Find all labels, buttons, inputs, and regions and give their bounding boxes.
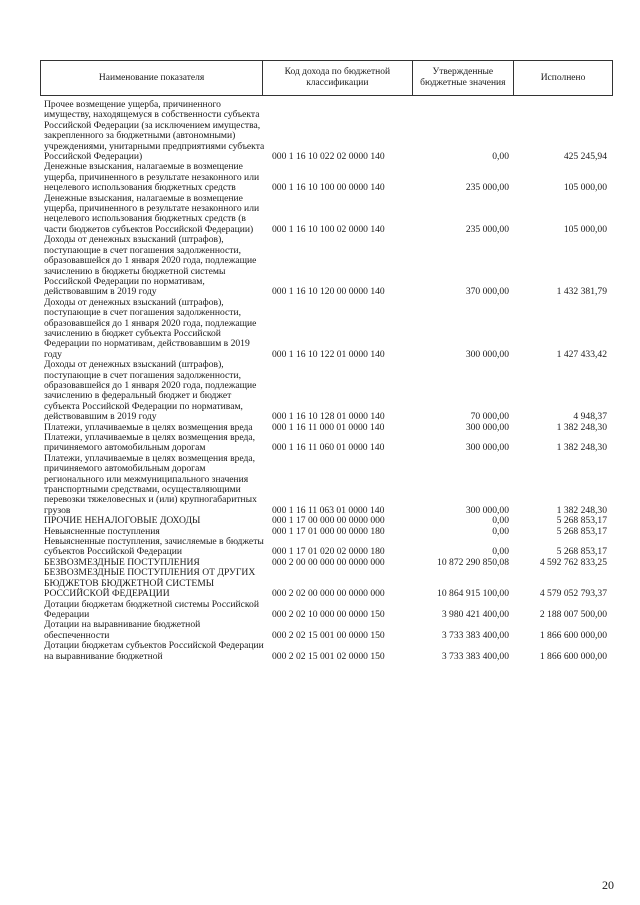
row-name: Платежи, уплачиваемые в целях возмещения вреда, причиняемого автомобильным дорогам: [44, 432, 256, 454]
row-done: 425 245,94: [563, 151, 607, 163]
row-plan: 0,00: [492, 515, 509, 527]
row-plan: 0,00: [492, 525, 509, 537]
row-plan: 70 000,00: [470, 411, 509, 423]
row-plan: 300 000,00: [465, 348, 509, 360]
row-plan: 370 000,00: [465, 286, 509, 298]
row-plan: 3 733 383 400,00: [441, 650, 509, 662]
row-name: Доходы от денежных взысканий (штрафов), поступающие в счет погашения задолженности, образовавшейся до 1 января 2020 года, подлежащие зачислению в бюджеты бюджетной системы Российской Федерации по нормативам, действовавшим в 2019 году: [44, 234, 257, 298]
row-name: БЕЗВОЗМЕЗДНЫЕ ПОСТУПЛЕНИЯ ОТ ДРУГИХ БЮДЖЕТОВ БЮДЖЕТНОЙ СИСТЕМЫ РОССИЙСКОЙ ФЕДЕРАЦИИ: [44, 567, 256, 600]
header-name: Наименование показателя: [41, 61, 263, 96]
row-code: 000 1 16 10 122 01 0000 140: [272, 348, 385, 360]
row-done: 1 432 381,79: [556, 286, 607, 298]
row-name: ПРОЧИЕ НЕНАЛОГОВЫЕ ДОХОДЫ: [44, 515, 201, 527]
row-name: Денежные взыскания, налагаемые в возмещение ущерба, причиненного в результате незаконного или нецелевого использования бюджетных средств: [44, 161, 260, 194]
row-name: Невыясненные поступления, зачисляемые в бюджеты субъектов Российской Федерации: [44, 536, 264, 558]
row-name: Дотации бюджетам субъектов Российской Федерации на выравнивание бюджетной: [44, 640, 264, 662]
row-code: 000 1 16 11 000 01 0000 140: [272, 421, 385, 433]
table-header: [40, 60, 613, 96]
table-row: [40, 568, 613, 599]
row-code: 000 2 02 00 000 00 0000 000: [272, 588, 385, 600]
table-row: [40, 360, 613, 422]
table-row: [40, 454, 613, 516]
row-code: 000 2 00 00 000 00 0000 000: [272, 556, 385, 568]
header-code: Код дохода по бюджетной классификации: [263, 61, 412, 96]
table-row: [40, 162, 613, 193]
row-done: 1 382 248,30: [556, 421, 607, 433]
row-code: 000 1 17 00 000 00 0000 000: [272, 515, 385, 527]
row-done: 1 866 600 000,00: [539, 629, 607, 641]
row-plan: 0,00: [492, 151, 509, 163]
header-plan: Утвержденные бюджетные значения: [412, 61, 514, 96]
row-code: 000 1 17 01 020 02 0000 180: [272, 546, 385, 558]
row-done: 5 268 853,17: [556, 525, 607, 537]
row-plan: 235 000,00: [465, 223, 509, 235]
table-row: [40, 194, 613, 236]
row-done: 105 000,00: [563, 223, 607, 235]
row-code: 000 1 16 10 128 01 0000 140: [272, 411, 385, 423]
row-done: 1 382 248,30: [556, 442, 607, 454]
row-done: 4 948,37: [573, 411, 607, 423]
row-name: Прочее возмещение ущерба, причиненного имуществу, находящемуся в собственности субъекта Российской Федерации (за исключением имущества, закрепленного за бюджетными (автономными) учреждениями, унитарными предприятиями субъекта Российской Федерации): [44, 99, 265, 163]
row-done: 1 427 433,42: [556, 348, 607, 360]
table-row: [40, 298, 613, 360]
row-code: 000 2 02 15 001 00 0000 150: [272, 629, 385, 641]
table-body: [40, 100, 613, 662]
row-plan: 0,00: [492, 546, 509, 558]
row-done: 2 188 007 500,00: [539, 608, 607, 620]
row-code: 000 2 02 10 000 00 0000 150: [272, 608, 385, 620]
row-name: БЕЗВОЗМЕЗДНЫЕ ПОСТУПЛЕНИЯ: [44, 556, 200, 568]
row-name: Доходы от денежных взысканий (штрафов), поступающие в счет погашения задолженности, образовавшейся до 1 января 2020 года, подлежащие зачислению в бюджет субъекта Российской Федерации по нормативам, действовавшим в 2019 году: [44, 296, 257, 360]
row-code: 000 2 02 15 001 02 0000 150: [272, 650, 385, 662]
row-name: Платежи, уплачиваемые в целях возмещения вреда: [44, 421, 253, 433]
row-code: 000 1 16 11 063 01 0000 140: [272, 504, 385, 516]
row-plan: 300 000,00: [465, 421, 509, 433]
table-row: [40, 537, 613, 558]
row-plan: 3 980 421 400,00: [441, 608, 509, 620]
row-code: 000 1 16 10 100 02 0000 140: [272, 223, 385, 235]
table-row: [40, 620, 613, 641]
row-done: 4 579 052 793,37: [539, 588, 607, 600]
row-code: 000 1 16 10 120 00 0000 140: [272, 286, 385, 298]
row-done: 4 592 762 833,25: [539, 556, 607, 568]
row-name: Платежи, уплачиваемые в целях возмещения вреда, причиняемого автомобильным дорогам регионального или межмуниципального значения транспортными средствами, осуществляющими перевозки тяжеловесных и (или) крупногабаритных грузов: [44, 452, 257, 516]
row-done: 1 382 248,30: [556, 504, 607, 516]
row-plan: 3 733 383 400,00: [441, 629, 509, 641]
table-row: [40, 641, 613, 662]
table-row: [40, 600, 613, 621]
header-done: Исполнено: [514, 61, 613, 96]
row-code: 000 1 16 10 022 02 0000 140: [272, 151, 385, 163]
row-code: 000 1 16 10 100 00 0000 140: [272, 182, 385, 194]
row-plan: 10 864 915 100,00: [437, 588, 509, 600]
row-done: 105 000,00: [563, 182, 607, 194]
page-number: 20: [602, 878, 614, 892]
row-name: Доходы от денежных взысканий (штрафов), поступающие в счет погашения задолженности, образовавшейся до 1 января 2020 года, подлежащие зачислению в федеральный бюджет и бюджет субъекта Российской Федерации по нормативам, действовавшим в 2019 году: [44, 359, 257, 423]
table-row: [40, 433, 613, 454]
row-code: 000 1 17 01 000 00 0000 180: [272, 525, 385, 537]
row-plan: 235 000,00: [465, 182, 509, 194]
row-name: Денежные взыскания, налагаемые в возмещение ущерба, причиненного в результате незаконного или нецелевого использования бюджетных средств (в части бюджетов субъектов Российской Федерации): [44, 192, 260, 235]
row-plan: 300 000,00: [465, 442, 509, 454]
row-done: 5 268 853,17: [556, 515, 607, 527]
row-plan: 10 872 290 850,08: [437, 556, 509, 568]
table-row: [40, 100, 613, 162]
row-name: Дотации на выравнивание бюджетной обеспеченности: [44, 619, 201, 641]
row-done: 5 268 853,17: [556, 546, 607, 558]
row-name: Дотации бюджетам бюджетной системы Российской Федерации: [44, 598, 259, 620]
row-code: 000 1 16 11 060 01 0000 140: [272, 442, 385, 454]
row-done: 1 866 600 000,00: [539, 650, 607, 662]
row-plan: 300 000,00: [465, 504, 509, 516]
table-row: [40, 235, 613, 297]
row-name: Невыясненные поступления: [44, 525, 160, 537]
